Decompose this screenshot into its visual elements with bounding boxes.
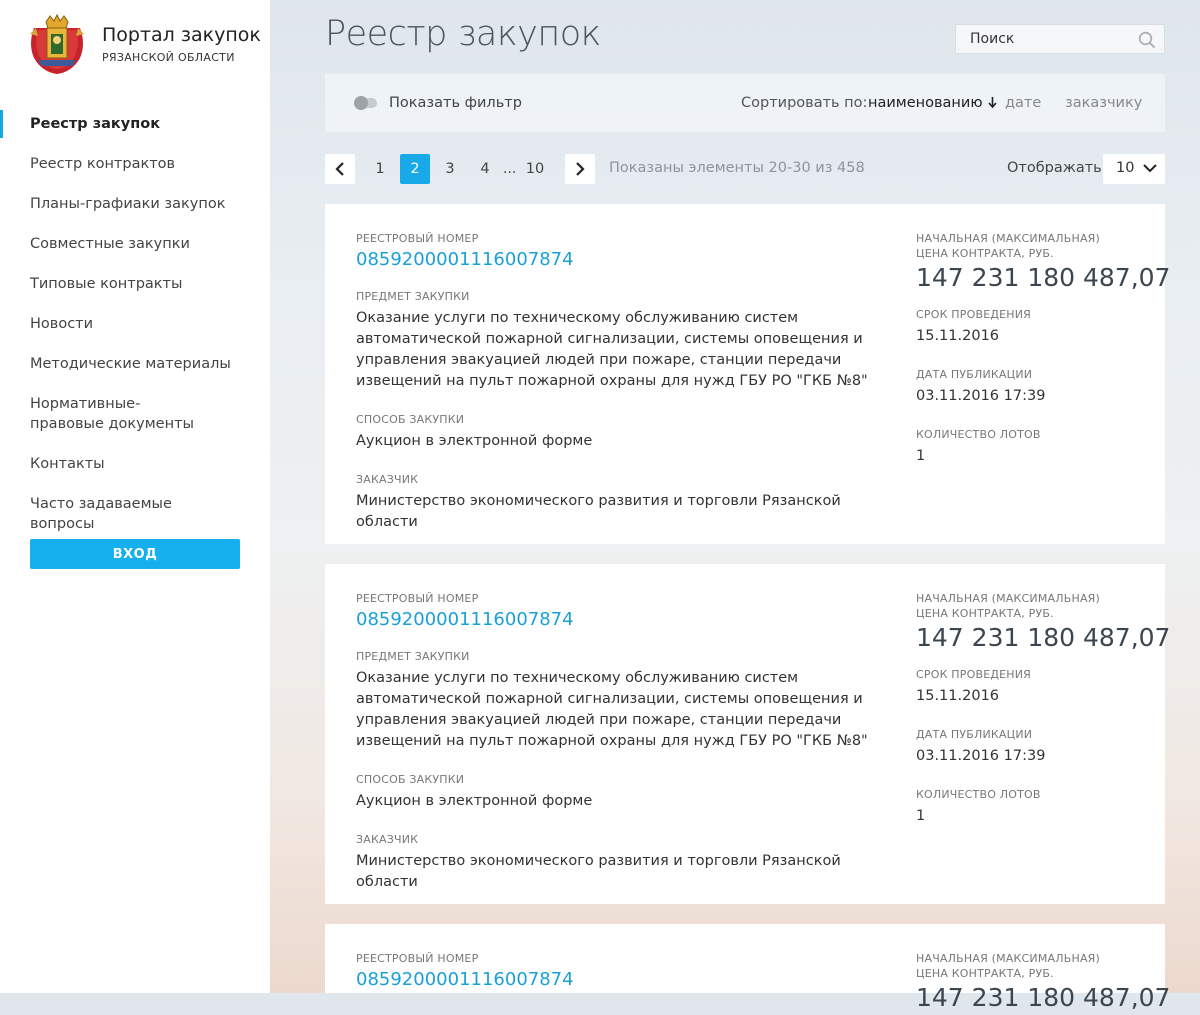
page-2-current[interactable]: 2 xyxy=(400,154,430,184)
sort-label: Сортировать по: xyxy=(741,95,868,111)
subject-label: ПРЕДМЕТ ЗАКУПКИ xyxy=(356,650,470,663)
subject-value: Оказание услуги по техническому обслуживанию систем автоматической пожарной сигнализации, системы оповещения и управления эвакуацией людей при пожаре, станции передачи извещений на пульт пожарной охраны для нужд ГБУ РО "ГКБ №8" xyxy=(356,310,868,389)
reg-number-label: РЕЕСТРОВЫЙ НОМЕР xyxy=(356,592,479,605)
filter-toggle-label[interactable]: Показать фильтр xyxy=(389,95,522,111)
subject-value: Оказание услуги по техническому обслуживанию систем автоматической пожарной сигнализации, системы оповещения и управления эвакуацией людей при пожаре, станции передачи извещений на пульт пожарной охраны для нужд ГБУ РО "ГКБ №8" xyxy=(356,670,868,749)
sidebar-item-faq[interactable]: Часто задаваемые вопросы xyxy=(30,496,172,532)
page-10[interactable]: 10 xyxy=(525,161,545,177)
sidebar-item-purchases-registry[interactable]: Реестр закупок xyxy=(0,104,270,144)
sidebar-item-contracts-registry[interactable]: Реестр контрактов xyxy=(30,156,176,172)
price-value: 147 231 180 487,07 xyxy=(916,983,1171,1012)
page-1[interactable]: 1 xyxy=(375,161,385,177)
price-label-line2: ЦЕНА КОНТРАКТА, РУБ. xyxy=(916,607,1054,620)
purchase-card xyxy=(325,564,1171,904)
login-button[interactable]: ВХОД xyxy=(30,539,240,569)
search-input[interactable] xyxy=(956,25,1131,53)
method-value: Аукцион в электронной форме xyxy=(356,433,593,449)
sort-by-date[interactable]: дате xyxy=(1005,95,1042,111)
filter-bar xyxy=(325,74,1165,132)
lots-value: 1 xyxy=(916,808,926,824)
page-3[interactable]: 3 xyxy=(445,161,455,177)
price-label-line1: НАЧАЛЬНАЯ (МАКСИМАЛЬНАЯ) xyxy=(916,592,1101,605)
method-value: Аукцион в электронной форме xyxy=(356,793,593,809)
deadline-value: 15.11.2016 xyxy=(916,688,1000,704)
reg-number-link[interactable]: 0859200001116007874 xyxy=(356,609,574,630)
sidebar-item-purchase-plans[interactable]: Планы-графиаки закупок xyxy=(30,196,226,212)
chevron-down-icon xyxy=(1143,163,1157,173)
coat-of-arms-logo[interactable] xyxy=(28,14,86,74)
search-icon[interactable] xyxy=(1138,31,1156,49)
sidebar-item-legal-documents[interactable]: Нормативные-правовые документы xyxy=(30,396,194,432)
sidebar-item-contacts[interactable]: Контакты xyxy=(30,456,105,472)
sort-by-customer[interactable]: заказчику xyxy=(1065,95,1143,111)
published-label: ДАТА ПУБЛИКАЦИИ xyxy=(916,368,1033,381)
sidebar xyxy=(0,0,270,993)
reg-number-link[interactable]: 0859200001116007874 xyxy=(356,969,574,990)
method-label: СПОСОБ ЗАКУПКИ xyxy=(356,773,465,786)
published-value: 03.11.2016 17:39 xyxy=(916,748,1046,764)
page-4[interactable]: 4 xyxy=(480,161,490,177)
brand-subtitle: РЯЗАНСКОЙ ОБЛАСТИ xyxy=(102,51,235,64)
price-value: 147 231 180 487,07 xyxy=(916,263,1171,292)
customer-value: Министерство экономического развития и торговли Рязанской области xyxy=(356,853,841,890)
page-ellipsis: ... xyxy=(503,161,517,177)
deadline-label: СРОК ПРОВЕДЕНИЯ xyxy=(916,308,1032,321)
sidebar-item-methodical-materials[interactable]: Методические материалы xyxy=(30,356,231,372)
customer-value: Министерство экономического развития и торговли Рязанской области xyxy=(356,493,841,530)
per-page-label: Отображать xyxy=(1007,160,1102,176)
reg-number-link[interactable]: 0859200001116007874 xyxy=(356,249,574,270)
sidebar-nav xyxy=(0,104,270,544)
filter-toggle[interactable] xyxy=(355,98,377,108)
next-page-button[interactable] xyxy=(565,154,595,184)
reg-number-label: РЕЕСТРОВЫЙ НОМЕР xyxy=(356,952,479,965)
page-title: Реестр закупок xyxy=(325,14,601,54)
chevron-left-icon xyxy=(334,162,346,176)
purchase-card xyxy=(325,924,1171,1012)
price-label-line2: ЦЕНА КОНТРАКТА, РУБ. xyxy=(916,967,1054,980)
deadline-label: СРОК ПРОВЕДЕНИЯ xyxy=(916,668,1032,681)
sort-by-name-label: наименованию xyxy=(868,95,983,111)
price-label-line1: НАЧАЛЬНАЯ (МАКСИМАЛЬНАЯ) xyxy=(916,232,1101,245)
per-page-value: 10 xyxy=(1116,160,1135,176)
arrow-down-icon xyxy=(988,97,997,108)
published-label: ДАТА ПУБЛИКАЦИИ xyxy=(916,728,1033,741)
sidebar-item-standard-contracts[interactable]: Типовые контракты xyxy=(30,276,183,292)
customer-label: ЗАКАЗЧИК xyxy=(356,833,419,846)
sidebar-item-news[interactable]: Новости xyxy=(30,316,94,332)
sort-by-name[interactable] xyxy=(868,95,997,111)
sidebar-item-joint-purchases[interactable]: Совместные закупки xyxy=(30,236,190,252)
published-value: 03.11.2016 17:39 xyxy=(916,388,1046,404)
customer-label: ЗАКАЗЧИК xyxy=(356,473,419,486)
price-label-line2: ЦЕНА КОНТРАКТА, РУБ. xyxy=(916,247,1054,260)
reg-number-label: РЕЕСТРОВЫЙ НОМЕР xyxy=(356,232,479,245)
subject-label: ПРЕДМЕТ ЗАКУПКИ xyxy=(356,290,470,303)
purchase-card xyxy=(325,204,1171,544)
lots-label: КОЛИЧЕСТВО ЛОТОВ xyxy=(916,788,1041,801)
prev-page-button[interactable] xyxy=(325,154,355,184)
per-page-select[interactable] xyxy=(1103,154,1165,184)
deadline-value: 15.11.2016 xyxy=(916,328,1000,344)
brand-title: Портал закупок xyxy=(102,24,261,46)
method-label: СПОСОБ ЗАКУПКИ xyxy=(356,413,465,426)
chevron-right-icon xyxy=(574,162,586,176)
lots-value: 1 xyxy=(916,448,926,464)
price-label-line1: НАЧАЛЬНАЯ (МАКСИМАЛЬНАЯ) xyxy=(916,952,1101,965)
pager-info: Показаны элементы 20-30 из 458 xyxy=(609,160,865,176)
search-box xyxy=(955,24,1165,54)
lots-label: КОЛИЧЕСТВО ЛОТОВ xyxy=(916,428,1041,441)
price-value: 147 231 180 487,07 xyxy=(916,623,1171,652)
